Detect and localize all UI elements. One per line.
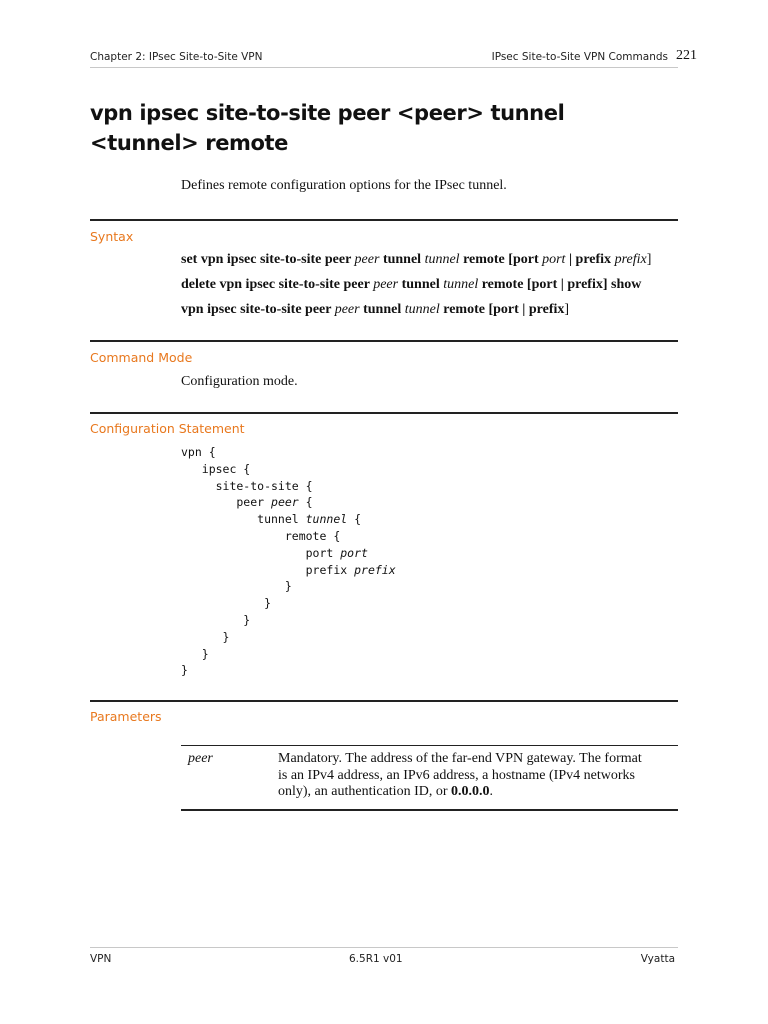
code-line: vpn { [181,445,216,459]
syntax-keyword: remote [port | prefix [478,277,603,292]
syntax-keyword: tunnel [379,252,425,267]
code-line: } [181,629,230,644]
syntax-show [181,302,569,318]
syntax-keyword: tunnel [359,302,405,317]
running-header [90,50,678,68]
syntax-variable: peer [354,252,380,267]
syntax-variable: peer [373,277,399,292]
code-variable: port [340,545,368,560]
code-text: peer [181,495,272,510]
page-number: 221 [676,48,697,63]
parameters-table [181,745,678,811]
chapter-title: Chapter 2: IPsec Site-to-Site VPN [90,51,263,63]
code-text: { [347,512,362,527]
syntax-keyword: | prefix [565,252,615,267]
code-line [181,562,396,579]
command-mode-label: Command Mode [90,350,193,365]
syntax-set [181,252,651,268]
code-line: } [181,612,251,627]
syntax-keyword: remote [port | prefix [439,302,565,317]
code-line: remote { [181,528,341,543]
syntax-variable: prefix [614,252,647,267]
parameter-description [278,751,653,801]
code-text: port [181,545,341,560]
section-title: IPsec Site-to-Site VPN Commands [491,51,668,63]
code-variable: tunnel [305,512,348,527]
section-divider [90,700,678,702]
syntax-label: Syntax [90,229,134,244]
syntax-delete [181,277,641,293]
syntax-keyword: ] show [602,277,642,292]
parameter-description-value: 0.0.0.0 [451,784,490,799]
syntax-bracket: ] [646,252,652,267]
code-text: tunnel [181,512,306,527]
configuration-statement-label: Configuration Statement [90,421,245,436]
syntax-bracket: ] [564,302,570,317]
footer-brand: Vyatta [640,953,675,965]
syntax-keyword: delete vpn ipsec site-to-site peer [181,277,374,292]
configuration-code-block [181,444,396,679]
command-mode-text: Configuration mode. [181,374,298,389]
code-line [181,545,396,562]
code-line: } [181,579,292,594]
section-divider [90,412,678,414]
syntax-variable: tunnel [424,252,460,267]
page-title-line-2: <tunnel> remote [90,131,289,155]
table-row [181,751,678,801]
parameter-description-text: . [489,784,494,799]
syntax-keyword: vpn ipsec site-to-site peer [181,302,335,317]
section-divider [90,219,678,221]
code-variable: peer [271,495,299,510]
running-footer [90,947,678,968]
code-variable: prefix [354,562,396,577]
page-title [90,98,610,158]
footer-version: 6.5R1 v01 [349,953,403,965]
page-title-line-1: vpn ipsec site-to-site peer <peer> tunnel [90,101,565,125]
code-line [181,494,396,511]
code-line: } [181,663,188,678]
syntax-keyword: tunnel [398,277,444,292]
code-line: } [181,596,272,611]
parameters-label: Parameters [90,709,162,724]
command-description: Defines remote configuration options for the IPsec tunnel. [181,178,507,193]
syntax-keyword: remote [port [459,252,543,267]
syntax-variable: tunnel [404,302,440,317]
syntax-variable: tunnel [443,277,479,292]
code-line: ipsec { [181,461,251,476]
code-line: } [181,646,209,661]
code-text: prefix [181,562,355,577]
syntax-variable: peer [334,302,360,317]
syntax-keyword: set vpn ipsec site-to-site peer [181,252,355,267]
code-line: site-to-site { [181,478,313,493]
syntax-variable: port [542,252,566,267]
parameter-description-text: Mandatory. The address of the far-end VPN gateway. The format is an IPv4 address, an IPv6 address, a hostname (IPv4 networks only), an authentication ID, or [278,751,642,799]
section-divider [90,340,678,342]
code-line [181,511,396,528]
parameter-name: peer [188,751,213,766]
code-text: { [298,495,313,510]
footer-product: VPN [90,953,112,965]
